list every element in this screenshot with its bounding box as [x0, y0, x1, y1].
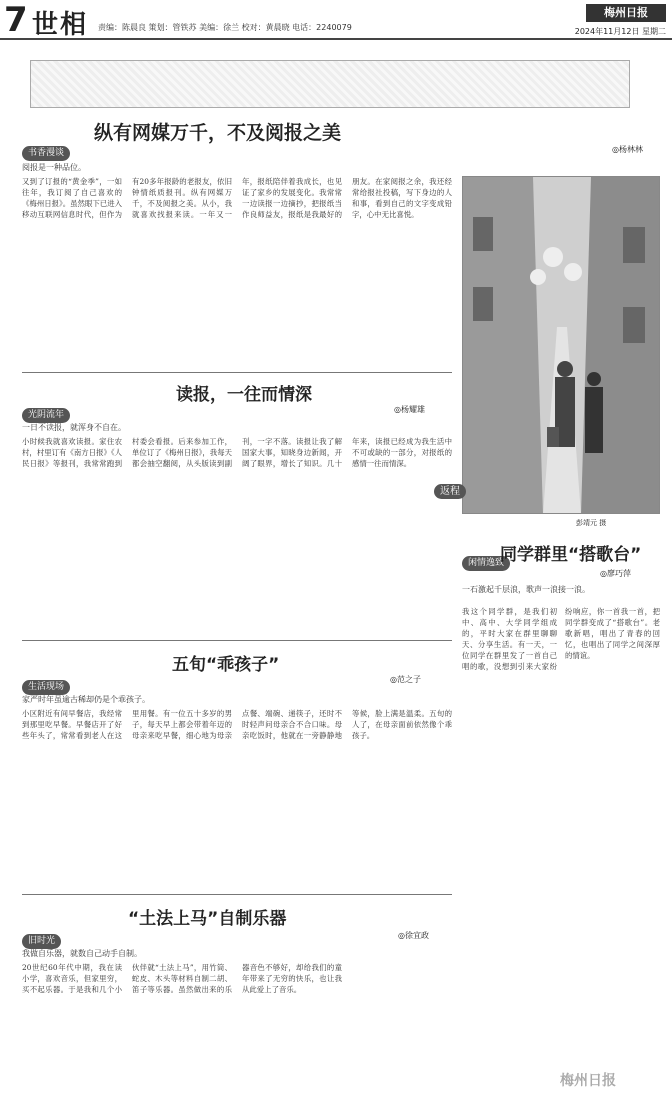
- article-2-author: ◎杨耀雄: [394, 405, 425, 414]
- article-4-author: ◎廖巧萍: [600, 569, 631, 578]
- article-4-headline: 同学群里“搭歌台”: [500, 545, 642, 565]
- paper-logo: 梅州日报: [586, 4, 666, 22]
- article-4-lede: 一石激起千层浪，歌声一浪接一浪。: [462, 585, 590, 594]
- divider: [22, 372, 452, 373]
- article-5-body: 20世纪60年代中期，我在读小学，喜欢音乐，但家里穷，买不起乐器。于是我和几个小伙伴就“土法上马”，用竹筒、蛇皮、木头等材料自制二胡、笛子等乐器。虽然做出来的乐器音色不够好，却给我们的童年带来了无穷的快乐，也让我从此爱上了音乐。: [22, 963, 342, 994]
- decorative-banner: [30, 60, 630, 108]
- article-1-body: 又到了订报的“黄金季”，一如往年，我订阅了自己喜欢的《梅州日报》。虽然眼下已进入移动互联网信息时代，但作为有20多年报龄的老报友，依旧钟情纸质报刊。纵有网媒万千，不及阅报之美。从小，我就喜欢找报来读。一年又一年，报纸陪伴着我成长，也见证了家乡的发展变化。我常常一边读报一边摘抄，把报纸当作良师益友，报纸是我最好的朋友。在家阅报之余，我还经常给报社投稿，写下身边的人和事，看到自己的文字变成铅字，心中无比喜悦。: [22, 177, 452, 219]
- photo-credit: 彭靖元 摄: [576, 519, 607, 527]
- street-photo: [462, 176, 660, 514]
- article-4-body: 我这个同学群，是我们初中、高中、大学同学组成的，平时大家在群里聊聊天、分享生活。有一天，一位同学在群里发了一首自己唱的歌，没想到引来大家纷纷响应，你一首我一首，把同学群变成了“搭歌台”。老歌新唱，唱出了青春的回忆，也唱出了同学之间深厚的情谊。: [462, 607, 660, 671]
- article-1-lede: 阅报是一种品位。: [22, 163, 86, 172]
- article-3-author: ◎范之子: [390, 675, 421, 684]
- article-5-headline: “土法上马”自制乐器: [128, 909, 287, 929]
- article-4-tag: 闲情逸致: [462, 556, 510, 571]
- article-2-lede: 一日不读报，就浑身不自在。: [22, 423, 126, 432]
- photo-title: 返程: [434, 484, 466, 499]
- article-1-headline: 纵有网媒万千，不及阅报之美: [94, 122, 342, 144]
- page-number: 7: [4, 0, 28, 40]
- article-3-headline: 五旬“乖孩子”: [172, 655, 280, 675]
- article-3-body: 小区附近有间早餐店，我经常到那里吃早餐。早餐店开了好些年头了，常常看到老人在这里用餐。有一位五十多岁的男子，每天早上都会带着年迈的母亲来吃早餐，细心地为母亲点餐、端碗、递筷子，还时不时轻声问母亲合不合口味。母亲吃饭时，他就在一旁静静地等候，脸上满是温柔。五旬的人了，在母亲面前依然像个乖孩子。: [22, 709, 452, 740]
- article-5-tag: 旧时光: [22, 934, 61, 949]
- footer-logo: 梅州日报: [560, 1073, 616, 1089]
- article-5-author: ◎徐宜政: [398, 931, 429, 940]
- section-title: 世相: [32, 10, 89, 40]
- article-3-tag: 生活现场: [22, 680, 70, 695]
- divider: [22, 894, 452, 895]
- street-illustration: [463, 177, 660, 514]
- masthead: [0, 0, 672, 40]
- editor-credits: 责编：陈晨良 策划：管铁苏 美编：徐兰 校对：黄晨晓 电话：2240079: [98, 23, 352, 32]
- article-2-headline: 读报，一往而情深: [176, 385, 312, 405]
- article-1-author: ◎杨林林: [612, 145, 643, 154]
- article-2-body: 小时候我就喜欢读报。家住农村，村里订有《南方日报》《人民日报》等报刊，我常常跑到村委会看报。后来参加工作，单位订了《梅州日报》，我每天都会抽空翻阅，从头版读到副刊，一字不落。读报让我了解国家大事，知晓身边新闻，开阔了眼界，增长了知识。几十年来，读报已经成为我生活中不可或缺的一部分，对报纸的感情一往而情深。: [22, 437, 452, 468]
- article-1-tag: 书香漫谈: [22, 146, 70, 161]
- article-2-tag: 光阴流年: [22, 408, 70, 423]
- article-5-lede: 我做自乐器，就数自己动手自制。: [22, 949, 142, 958]
- dateline: 2024年11月12日 星期二: [574, 27, 666, 36]
- divider: [22, 640, 452, 641]
- article-3-lede: 家严时年虽逾古稀却仍是个乖孩子。: [22, 695, 150, 704]
